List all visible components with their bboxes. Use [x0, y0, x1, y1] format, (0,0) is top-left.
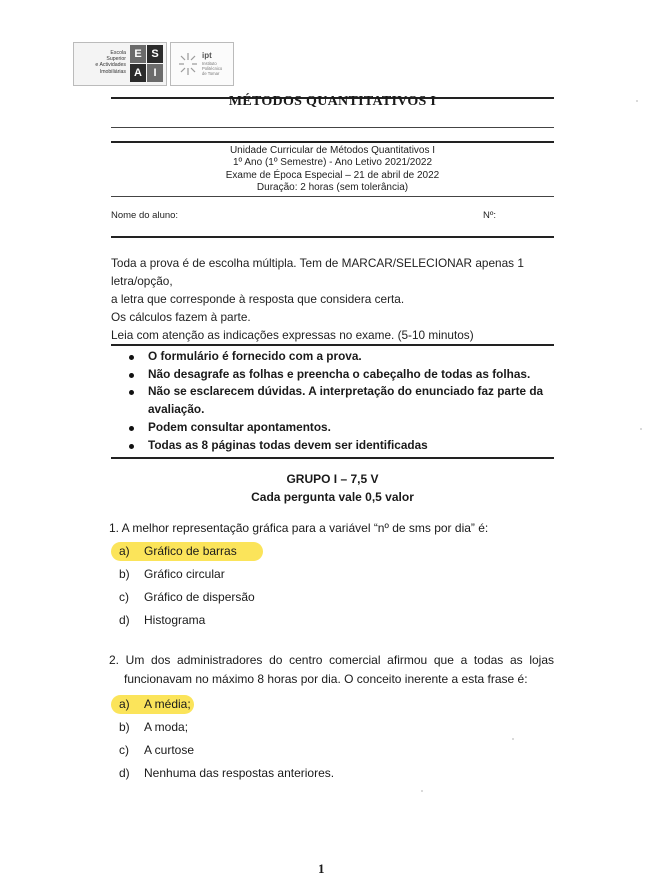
divider: [111, 344, 554, 346]
option-letter: b): [119, 720, 130, 734]
option-label: A média;: [144, 697, 191, 711]
student-name-label: Nome do aluno:: [111, 210, 179, 221]
option-a[interactable]: [111, 540, 255, 563]
es-letter: A: [130, 64, 146, 82]
option-d[interactable]: [111, 762, 334, 785]
exam-info: [111, 145, 554, 194]
ipt-star-icon: [177, 51, 199, 77]
scan-speck: [636, 100, 638, 102]
divider: [111, 236, 554, 238]
page-title: MÉTODOS QUANTITATIVOS I: [228, 94, 437, 109]
option-label: Nenhuma das respostas anteriores.: [144, 766, 335, 780]
option-c[interactable]: [111, 586, 255, 609]
es-letter-grid: [130, 45, 164, 83]
ipt-word: ipt: [202, 51, 212, 60]
page-number: 1: [318, 861, 325, 876]
option-letter: c): [119, 743, 129, 757]
question-2-options: [111, 693, 334, 785]
question-1-options: [111, 540, 255, 632]
option-letter: a): [119, 697, 130, 711]
group-subtitle: Cada pergunta vale 0,5 valor: [251, 490, 414, 504]
student-number-label: Nº:: [483, 210, 496, 221]
option-d[interactable]: [111, 609, 255, 632]
es-text-line: Imobiliárias: [99, 68, 126, 75]
option-letter: d): [119, 613, 130, 627]
rules-list: [127, 348, 557, 454]
es-logo: [73, 42, 167, 86]
es-letter: S: [147, 45, 163, 63]
option-b[interactable]: [111, 563, 255, 586]
option-label: A curtose: [144, 743, 195, 757]
rule-item: Não se esclarecem dúvidas. A interpretação do enunciado faz parte da avaliação.: [127, 383, 557, 418]
es-text-line: e Actividades: [95, 62, 126, 69]
instructions: [111, 254, 561, 344]
divider: [111, 127, 554, 128]
ipt-sub-line: Instituto: [202, 61, 217, 66]
instruction-line: Toda a prova é de escolha múltipla. Tem de MARCAR/SELECIONAR apenas 1 letra/opção,: [111, 256, 524, 288]
ipt-subtitle: [202, 61, 230, 76]
divider: [111, 141, 554, 143]
es-logo-text: [78, 50, 126, 75]
option-letter: b): [119, 567, 130, 581]
rule-item: Não desagrafe as folhas e preencha o cabeçalho de todas as folhas.: [127, 366, 557, 384]
option-letter: c): [119, 590, 129, 604]
divider: [111, 457, 554, 459]
course-line: Unidade Curricular de Métodos Quantitativos I: [229, 145, 436, 156]
ipt-sub-line: Politécnico: [202, 66, 223, 71]
option-b[interactable]: [111, 716, 334, 739]
option-label: Gráfico de dispersão: [144, 590, 255, 604]
es-text-line: Superior: [106, 56, 126, 63]
rule-item: Todas as 8 páginas todas devem ser identificadas: [127, 437, 557, 455]
instruction-line: a letra que corresponde à resposta que considera certa.: [111, 292, 405, 306]
instruction-line: Os cálculos fazem à parte.: [111, 310, 251, 324]
scan-speck: [640, 428, 642, 430]
scan-speck: [512, 738, 514, 740]
year-line: 1º Ano (1º Semestre) - Ano Letivo 2021/2022: [232, 157, 433, 169]
option-a[interactable]: [111, 693, 334, 716]
rule-item: Podem consultar apontamentos.: [127, 419, 557, 437]
scan-speck: [421, 790, 423, 792]
question-2-text: [109, 651, 554, 689]
exam-date-line: Exame de Época Especial – 21 de abril de 2022: [225, 169, 440, 181]
option-letter: a): [119, 544, 130, 558]
ipt-sub-line: de Tomar: [202, 71, 220, 76]
option-label: Gráfico circular: [144, 567, 225, 581]
group-title: GRUPO I – 7,5 V: [286, 472, 379, 486]
duration-line: Duração: 2 horas (sem tolerância): [256, 181, 409, 193]
es-letter: E: [130, 45, 146, 63]
question-line: 2. Um dos administradores do centro comercial afirmou que a todas as lojas: [109, 653, 554, 667]
es-text-line: Escola: [110, 50, 126, 56]
ipt-logo: [170, 42, 234, 86]
option-label: Gráfico de barras: [144, 544, 237, 558]
option-c[interactable]: [111, 739, 334, 762]
rule-item: O formulário é fornecido com a prova.: [127, 348, 557, 366]
divider: [111, 196, 554, 197]
option-label: Histograma: [144, 613, 206, 627]
option-letter: d): [119, 766, 130, 780]
school-logo: [73, 42, 233, 84]
instruction-line: Leia com atenção as indicações expressas no exame. (5-10 minutos): [111, 328, 474, 342]
option-label: A moda;: [144, 720, 189, 734]
question-line: funcionavam no máximo 8 horas por dia. O conceito inerente a esta frase é:: [124, 672, 528, 686]
question-1-text: 1. A melhor representação gráfica para a variável “nº de sms por dia” é:: [109, 521, 489, 535]
es-letter: I: [147, 64, 163, 82]
